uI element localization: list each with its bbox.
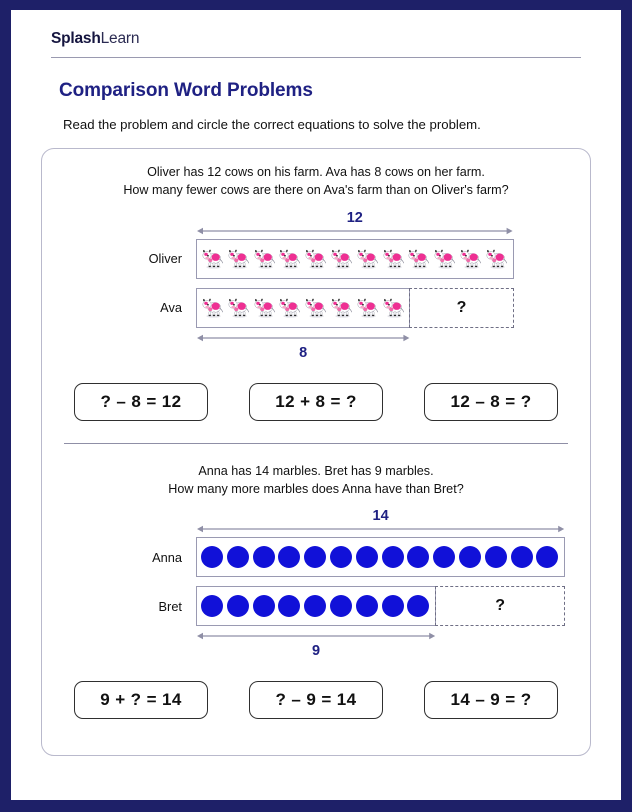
equation-option[interactable]: 14 – 9 = ? xyxy=(424,681,558,719)
marble-icon xyxy=(278,595,300,617)
marble-icon xyxy=(459,546,481,568)
cow-icon xyxy=(330,244,354,274)
problem-2-bar-diagram xyxy=(56,498,576,659)
cow-icon xyxy=(253,293,277,323)
marble-icon xyxy=(227,546,249,568)
bar-row-label: Ava xyxy=(160,300,182,315)
marble-icon xyxy=(536,546,558,568)
cow-icon xyxy=(304,293,328,323)
total-dimension-label: 14 xyxy=(372,508,389,525)
equation-option[interactable]: 9 + ? = 14 xyxy=(74,681,208,719)
bar-row-anna xyxy=(104,537,576,577)
equation-option[interactable]: 12 + 8 = ? xyxy=(249,383,383,421)
part-dimension-arrow xyxy=(196,333,576,343)
cow-icon xyxy=(485,244,509,274)
quantity-bar xyxy=(196,537,565,577)
cow-icon xyxy=(201,244,225,274)
dimension-arrow-icon xyxy=(196,226,514,236)
quantity-bar xyxy=(196,288,410,328)
marble-icon xyxy=(485,546,507,568)
equation-option[interactable]: ? – 8 = 12 xyxy=(74,383,208,421)
marble-icon xyxy=(304,595,326,617)
instruction-text: Read the problem and circle the correct equations to solve the problem. xyxy=(63,117,481,132)
marble-icon xyxy=(330,546,352,568)
page-title: Comparison Word Problems xyxy=(59,80,313,101)
part-dimension-arrow xyxy=(196,631,576,641)
cow-icon xyxy=(304,244,328,274)
problem-2-equation-choices xyxy=(56,681,576,719)
cow-icon xyxy=(253,244,277,274)
marble-icon xyxy=(278,546,300,568)
marble-icon xyxy=(433,546,455,568)
marble-icon xyxy=(201,546,223,568)
bar-row-ava xyxy=(104,288,576,328)
cow-icon xyxy=(356,293,380,323)
problem-2-prompt xyxy=(56,462,576,499)
total-dimension-arrow xyxy=(196,524,576,534)
cow-icon xyxy=(407,244,431,274)
cow-icon xyxy=(227,293,251,323)
problems-card xyxy=(41,148,591,756)
brand-name-primary: Splash xyxy=(51,30,101,47)
marble-icon xyxy=(330,595,352,617)
problem-1-bar-diagram xyxy=(56,200,576,361)
dimension-arrow-icon xyxy=(196,333,410,343)
splashlearn-logo xyxy=(33,26,599,57)
problem-1-prompt-line-2: How many fewer cows are there on Ava's farm than on Oliver's farm? xyxy=(123,183,509,198)
equation-option[interactable]: ? – 9 = 14 xyxy=(249,681,383,719)
unknown-difference-box: ? xyxy=(435,586,565,626)
dimension-arrow-icon xyxy=(196,631,436,641)
cow-icon xyxy=(356,244,380,274)
cow-icon xyxy=(201,293,225,323)
dimension-arrow-icon xyxy=(196,524,565,534)
problem-2-prompt-line-1: Anna has 14 marbles. Bret has 9 marbles. xyxy=(198,463,434,478)
equation-option[interactable]: 12 – 8 = ? xyxy=(424,383,558,421)
quantity-bar xyxy=(196,586,436,626)
bar-row-bret xyxy=(104,586,576,626)
unknown-difference-box: ? xyxy=(409,288,513,328)
bar-row-label: Anna xyxy=(152,549,182,565)
problem-1-prompt-line-1: Oliver has 12 cows on his farm. Ava has 8 cows on her farm. xyxy=(147,165,485,179)
cow-icon xyxy=(278,244,302,274)
cow-icon xyxy=(459,244,483,274)
problem-1-prompt xyxy=(56,163,576,200)
marble-icon xyxy=(407,595,429,617)
brand-name-secondary: Learn xyxy=(100,30,140,47)
part-dimension-label: 8 xyxy=(299,344,308,361)
total-dimension-label: 12 xyxy=(346,209,363,226)
cow-icon xyxy=(227,244,251,274)
cow-icon xyxy=(278,293,302,323)
marble-icon xyxy=(407,546,429,568)
marble-icon xyxy=(382,595,404,617)
cow-icon xyxy=(382,244,406,274)
marble-icon xyxy=(356,595,378,617)
marble-icon xyxy=(253,546,275,568)
marble-icon xyxy=(253,595,275,617)
problem-2 xyxy=(42,444,590,720)
total-dimension-arrow xyxy=(196,226,576,236)
bar-row-oliver xyxy=(104,239,576,279)
cow-icon xyxy=(382,293,406,323)
bar-row-label: Bret xyxy=(158,598,182,614)
quantity-bar xyxy=(196,239,514,279)
worksheet-sheet xyxy=(11,10,621,800)
bar-row-label: Oliver xyxy=(148,251,182,266)
cow-icon xyxy=(330,293,354,323)
marble-icon xyxy=(227,595,249,617)
problem-2-prompt-line-2: How many more marbles does Anna have than Bret? xyxy=(168,482,464,497)
marble-icon xyxy=(356,546,378,568)
problem-1 xyxy=(42,163,590,421)
marble-icon xyxy=(382,546,404,568)
problem-1-equation-choices xyxy=(56,383,576,421)
cow-icon xyxy=(433,244,457,274)
marble-icon xyxy=(511,546,533,568)
marble-icon xyxy=(201,595,223,617)
part-dimension-label: 9 xyxy=(312,643,321,660)
marble-icon xyxy=(304,546,326,568)
